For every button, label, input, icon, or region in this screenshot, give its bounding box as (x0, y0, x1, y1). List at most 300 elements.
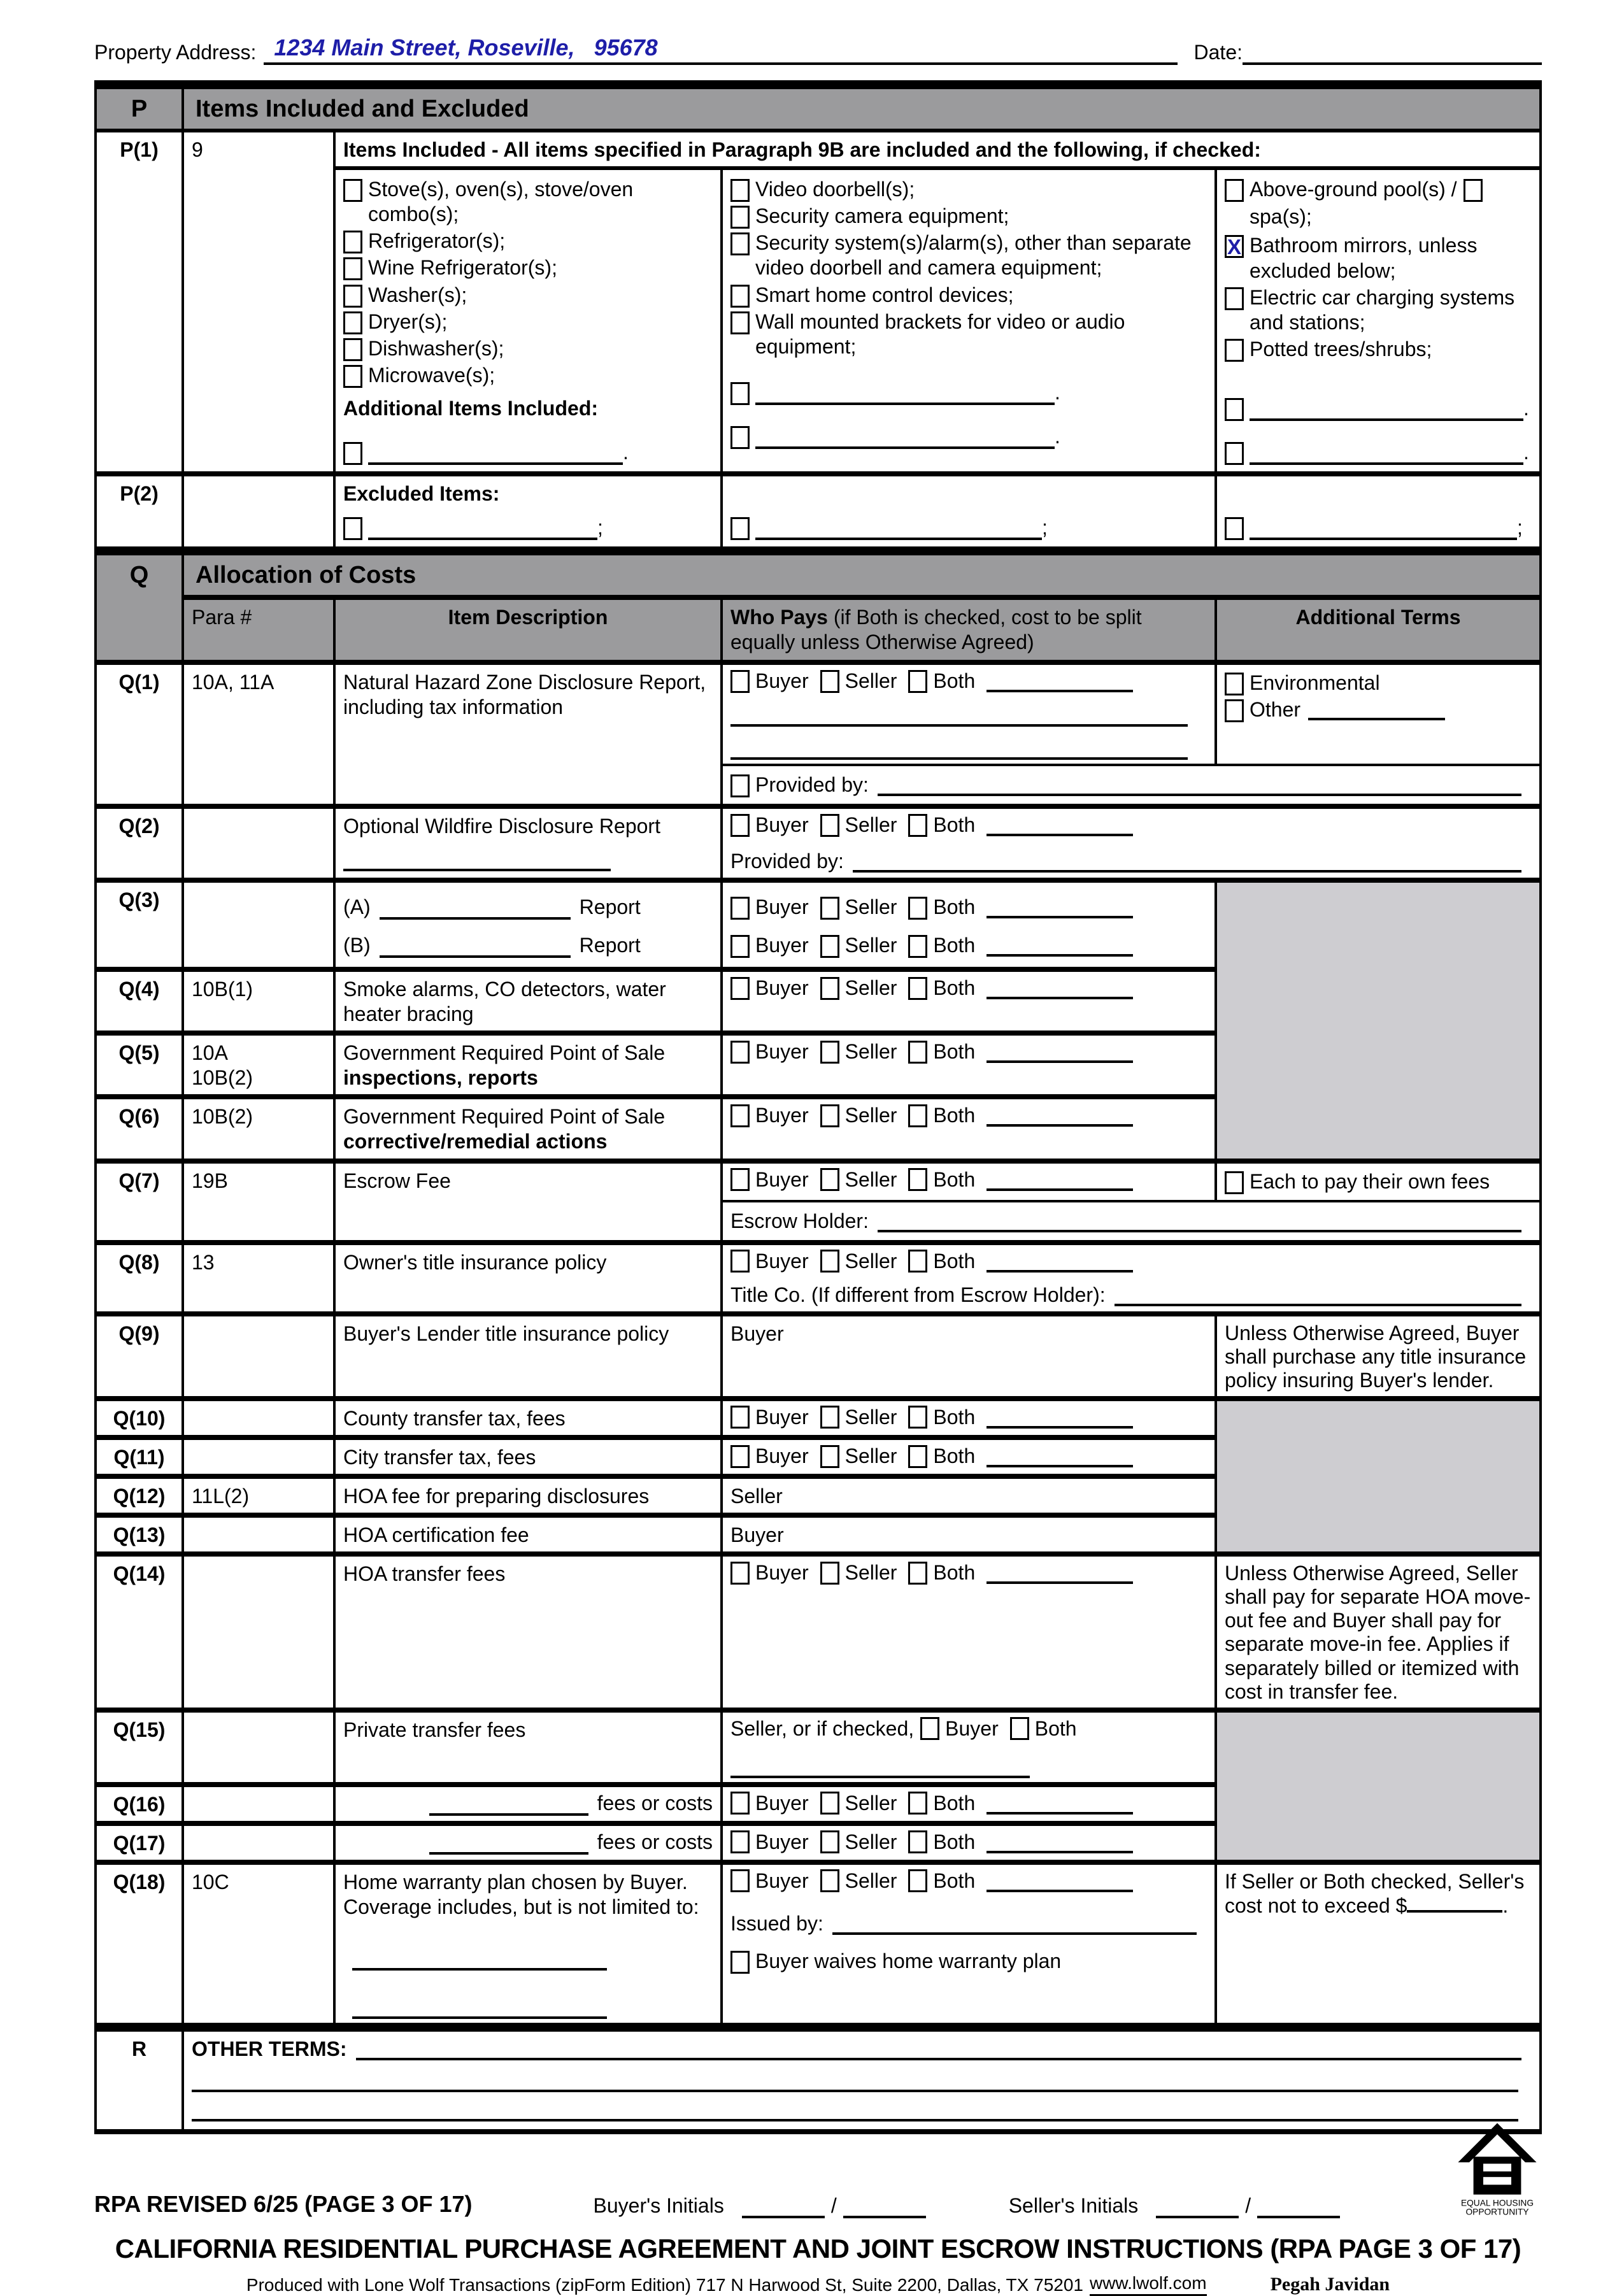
q10-description: County transfer tax, fees (333, 1396, 720, 1435)
blank-line[interactable] (878, 1209, 1521, 1232)
who-pays-options (730, 1716, 1207, 1741)
who-pays-options (730, 1249, 1532, 1274)
property-address-label: Property Address: (94, 40, 257, 64)
blank-line[interactable] (429, 1832, 588, 1855)
who-pays-option: Buyer (755, 1444, 809, 1467)
who-pays-blank-line[interactable] (987, 1792, 1133, 1815)
checkbox[interactable] (820, 1406, 839, 1429)
checkbox[interactable] (908, 1562, 927, 1585)
checkbox[interactable] (820, 1104, 839, 1127)
q5-description: Government Required Point of Sale inspections, reports (333, 1030, 720, 1094)
checkbox[interactable] (1225, 287, 1244, 310)
checkbox[interactable] (343, 179, 362, 202)
blank-line[interactable] (356, 2037, 1521, 2060)
who-pays-option: Both (933, 1104, 976, 1127)
who-pays-blank-line[interactable] (987, 934, 1133, 957)
q1-who-pays (720, 660, 1214, 764)
environmental-label: Environmental (1250, 671, 1380, 695)
blank-line[interactable] (192, 2099, 1518, 2121)
checkbox[interactable] (820, 935, 839, 958)
who-pays-option: Seller (844, 1791, 897, 1815)
p2-para-cell (182, 471, 333, 546)
checkbox[interactable] (820, 814, 839, 837)
checkbox[interactable] (820, 1869, 839, 1892)
q14-description: HOA transfer fees (333, 1551, 720, 1708)
section-q-header (94, 546, 1542, 660)
environmental-option (1225, 671, 1532, 695)
checkbox[interactable] (343, 311, 362, 334)
q14-who-pays (720, 1551, 1214, 1708)
checkbox[interactable] (908, 670, 927, 693)
shaded-additional-terms (1214, 1708, 1539, 1860)
property-address-field[interactable] (264, 34, 1177, 65)
who-pays-blank-line[interactable] (987, 1250, 1133, 1273)
coverage-blank-row (343, 1996, 713, 2019)
who-pays-option: Seller (844, 1249, 897, 1273)
checkbox[interactable] (908, 1445, 927, 1468)
punctuation: . (623, 440, 629, 464)
included-item-label: Washer(s); (368, 283, 467, 306)
p1-para-cell: 9 (182, 132, 333, 471)
blank-line[interactable] (755, 426, 1055, 449)
checkbox[interactable] (730, 311, 750, 334)
who-pays-blank-line[interactable] (987, 895, 1133, 918)
blank-line[interactable] (878, 773, 1521, 796)
property-address-row (94, 32, 1542, 65)
included-item-label: Potted trees/shrubs; (1250, 337, 1432, 360)
punctuation: . (1523, 440, 1529, 464)
blank-line[interactable] (368, 442, 623, 465)
punctuation: ; (597, 515, 603, 539)
checkbox[interactable] (908, 1830, 927, 1853)
blank-line[interactable] (429, 1793, 588, 1816)
checkbox[interactable] (730, 1041, 750, 1064)
q9-description: Buyer's Lender title insurance policy (333, 1311, 720, 1396)
checkbox[interactable] (908, 977, 927, 1000)
who-pays-blank-line[interactable] (987, 1830, 1133, 1853)
q10-para (182, 1396, 333, 1435)
additional-items-label: Additional Items Included: (343, 396, 599, 420)
q9-label: Q(9) (97, 1311, 182, 1396)
checkbox[interactable] (820, 670, 839, 693)
q6-who-pays (720, 1094, 1214, 1158)
blank-line[interactable] (1115, 1283, 1521, 1306)
checkbox[interactable] (820, 1792, 839, 1815)
blank-line[interactable] (1407, 1893, 1502, 1913)
blank-line[interactable] (853, 850, 1521, 873)
checkbox[interactable] (908, 897, 927, 920)
blank-line[interactable] (380, 935, 571, 958)
checkbox[interactable] (820, 1830, 839, 1853)
who-pays-options (730, 1791, 1207, 1816)
who-pays-option: Both (933, 934, 976, 957)
property-address-value: 1234 Main Street, Roseville, 95678 (274, 34, 658, 61)
section-p-header (94, 80, 1542, 132)
blank-line[interactable] (1250, 517, 1517, 540)
who-pays-blank-line[interactable] (987, 1040, 1133, 1063)
q17-who-pays (720, 1821, 1214, 1860)
svg-text:EQUAL HOUSING: EQUAL HOUSING (1460, 2198, 1534, 2208)
q16-label: Q(16) (97, 1782, 182, 1821)
checkbox[interactable] (1225, 179, 1244, 202)
q6-description: Government Required Point of Sale corrective/remedial actions (333, 1094, 720, 1158)
who-pays-blank-line[interactable] (987, 1561, 1133, 1584)
included-item (343, 283, 713, 308)
each-pay-own-fees-label: Each to pay their own fees (1250, 1169, 1490, 1193)
who-pays-options (730, 1830, 1207, 1855)
other-terms-label: OTHER TERMS: (192, 2037, 347, 2060)
included-item (730, 231, 1207, 280)
p1-included-column-3 (1214, 170, 1539, 471)
report-b-row (343, 925, 713, 963)
included-item (1225, 337, 1532, 362)
blank-line[interactable] (1308, 697, 1445, 720)
checkbox[interactable] (908, 1041, 927, 1064)
checkbox[interactable] (908, 1250, 927, 1273)
who-pays-option: Buyer (755, 813, 809, 837)
who-pays-option: Buyer (755, 669, 809, 693)
initials-field[interactable] (1257, 2197, 1340, 2218)
who-pays-option: Buyer (755, 1830, 809, 1853)
checkbox[interactable] (1225, 699, 1244, 722)
included-item (1225, 285, 1532, 335)
who-pays-options (730, 976, 1207, 1001)
form-title: CALIFORNIA RESIDENTIAL PURCHASE AGREEMENT AND JOINT ESCROW INSTRUCTIONS (RPA PAGE 3 OF 17) (115, 2233, 1521, 2264)
report-a-row (343, 887, 713, 925)
punctuation: . (1523, 396, 1529, 420)
who-pays-extra-line (730, 727, 1207, 760)
checkbox[interactable] (1464, 179, 1483, 202)
p2-label-cell: P(2) (97, 471, 182, 546)
section-p-code: P (131, 96, 148, 122)
q3-description (333, 878, 720, 967)
section-p-body (94, 132, 1542, 546)
q14-para (182, 1551, 333, 1708)
included-item-label: Dryer(s); (368, 310, 448, 333)
who-pays-option: Buyer (755, 1249, 809, 1273)
checkbox[interactable] (730, 774, 750, 797)
who-pays-blank-line[interactable] (987, 1444, 1133, 1467)
checkbox[interactable] (1225, 442, 1244, 465)
buyers-initials-group (594, 2193, 932, 2218)
blank-line[interactable] (352, 1948, 607, 1971)
checkbox[interactable] (730, 206, 750, 229)
q18-label: Q(18) (97, 1860, 182, 2023)
section-q-code: Q (129, 561, 149, 588)
who-pays-option: Both (933, 1405, 976, 1429)
checkbox[interactable] (820, 1250, 839, 1273)
q12-para: 11L(2) (182, 1474, 333, 1513)
checkbox[interactable] (730, 897, 750, 920)
punctuation: . (1055, 424, 1060, 448)
sellers-initials-label: Seller's Initials (1008, 2193, 1139, 2217)
blank-line[interactable] (1250, 398, 1523, 421)
who-pays-option: Both (1034, 1716, 1077, 1740)
included-item-label: Video doorbell(s); (755, 178, 915, 201)
who-pays-option: Buyer (755, 934, 809, 957)
q1-para: 10A, 11A (182, 660, 333, 804)
checkbox[interactable] (730, 1951, 750, 1974)
equal-housing-icon (1455, 2121, 1539, 2216)
q2-label: Q(2) (97, 804, 182, 878)
who-pays-option: Both (933, 1444, 976, 1467)
checkbox[interactable] (730, 426, 750, 449)
checkbox[interactable] (1225, 517, 1244, 540)
other-terms-line (192, 2062, 1532, 2092)
provided-by-label: Provided by: (755, 773, 869, 797)
other-terms-row (192, 2037, 1532, 2062)
checkbox[interactable] (820, 1562, 839, 1585)
escrow-holder-label: Escrow Holder: (730, 1209, 869, 1232)
p2-excluded-col1 (333, 471, 720, 546)
who-pays-blank-line[interactable] (987, 1104, 1133, 1127)
p1-header-cell: Items Included - All items specified in Paragraph 9B are included and the following, if checked: (333, 132, 1539, 170)
p2-excluded-col3 (1214, 471, 1539, 546)
q17-label: Q(17) (97, 1821, 182, 1860)
additional-item-blank-row (343, 440, 713, 465)
included-item-label: Security camera equipment; (755, 204, 1009, 228)
q2-description: Optional Wildfire Disclosure Report (333, 804, 720, 878)
title-co-label: Title Co. (If different from Escrow Holder): (730, 1283, 1106, 1306)
blank-line[interactable] (755, 382, 1055, 405)
checkbox[interactable] (730, 670, 750, 693)
blank-line[interactable] (1250, 442, 1523, 465)
who-pays-blank-line[interactable] (987, 1168, 1133, 1191)
included-item (730, 283, 1207, 308)
checkbox[interactable] (730, 1830, 750, 1853)
report-a-suffix: Report (579, 895, 641, 919)
checkbox[interactable] (343, 231, 362, 253)
blank-line[interactable] (755, 517, 1042, 540)
slash: / (1245, 2193, 1251, 2217)
lwolf-link[interactable]: www.lwolf.com (1090, 2272, 1207, 2296)
who-pays-option: Seller (844, 895, 897, 919)
included-item-label: Stove(s), oven(s), stove/oven combo(s); (368, 178, 634, 226)
who-pays-blank-line[interactable] (987, 1406, 1133, 1429)
who-pays-option: Both (933, 1561, 976, 1585)
who-pays-options (730, 887, 1207, 925)
checkbox[interactable] (908, 814, 927, 837)
included-item (343, 255, 713, 280)
checkbox[interactable] (730, 1792, 750, 1815)
checkbox[interactable] (730, 814, 750, 837)
included-blank-rows (1225, 377, 1532, 465)
initials-field[interactable] (843, 2197, 926, 2218)
checkbox[interactable] (908, 1792, 927, 1815)
q3-para (182, 878, 333, 967)
checkbox[interactable] (920, 1717, 939, 1740)
who-pays-extra-line (730, 694, 1207, 727)
header-additional-terms: Additional Terms (1214, 595, 1539, 660)
q14-label: Q(14) (97, 1551, 182, 1708)
q11-para (182, 1435, 333, 1474)
who-pays-option: Both (933, 813, 976, 837)
checkbox[interactable] (908, 1104, 927, 1127)
q16-who-pays (720, 1782, 1214, 1821)
checkbox[interactable] (730, 1562, 750, 1585)
q11-label: Q(11) (97, 1435, 182, 1474)
date-field[interactable] (1243, 39, 1542, 65)
agent-name: Pegah Javidan (1270, 2273, 1390, 2295)
seller-or-if-checked-label: Seller, or if checked, (730, 1716, 915, 1740)
included-item (343, 229, 713, 253)
blank-line[interactable] (730, 1755, 1030, 1778)
report-b-label: (B) (343, 934, 371, 957)
q7-description: Escrow Fee (333, 1159, 720, 1240)
checkbox[interactable] (1010, 1717, 1029, 1740)
checkbox[interactable] (820, 1168, 839, 1191)
who-pays-option: Seller (844, 1561, 897, 1585)
included-item (343, 177, 713, 227)
checkbox[interactable] (820, 897, 839, 920)
q17-para (182, 1821, 333, 1860)
checkbox[interactable]: X (1225, 235, 1244, 258)
produced-with-label: Produced with Lone Wolf Transactions (zipForm Edition) 717 N Harwood St, Suite 2200, Dallas, TX 75201 (246, 2275, 1083, 2295)
rpa-revised-label: RPA REVISED 6/25 (PAGE 3 OF 17) (94, 2190, 473, 2217)
included-blank-row (730, 424, 1207, 449)
who-pays-option: Buyer (755, 1040, 809, 1064)
q5-para: 10A 10B(2) (182, 1030, 333, 1094)
q7-escrow-holder-row (720, 1200, 1539, 1240)
who-pays-option: Buyer (755, 1104, 809, 1127)
initials-field[interactable] (742, 2197, 825, 2218)
checkbox[interactable] (820, 1445, 839, 1468)
blank-line[interactable] (832, 1912, 1197, 1935)
who-pays-extra-line (730, 1745, 1207, 1778)
blank-line[interactable] (730, 704, 1188, 727)
who-pays-options (730, 925, 1207, 963)
who-pays-options (730, 1560, 1207, 1585)
q18-description: Home warranty plan chosen by Buyer. Coverage includes, but is not limited to: (333, 1860, 720, 2023)
checkbox[interactable] (908, 935, 927, 958)
q15-para (182, 1708, 333, 1782)
checkbox[interactable] (820, 1041, 839, 1064)
who-pays-option: Both (933, 1167, 976, 1191)
checkbox[interactable] (730, 232, 750, 255)
who-pays-option: Seller (844, 1444, 897, 1467)
q12-description: HOA fee for preparing disclosures (333, 1474, 720, 1513)
who-pays-blank-line[interactable] (987, 813, 1133, 836)
checkbox[interactable] (343, 442, 362, 465)
included-item (343, 310, 713, 334)
who-pays-option: Buyer (755, 1869, 809, 1892)
q4-para: 10B(1) (182, 967, 333, 1030)
who-pays-option: Seller (844, 976, 897, 1000)
blank-line[interactable] (352, 1996, 607, 2019)
slash: / (830, 2193, 837, 2217)
other-terms-line (192, 2092, 1532, 2121)
checkbox[interactable] (343, 338, 362, 361)
provided-by-label: Provided by: (730, 850, 844, 873)
checkbox[interactable] (730, 977, 750, 1000)
header-item-description: Item Description (333, 595, 720, 660)
checkbox[interactable] (343, 365, 362, 388)
who-pays-blank-line[interactable] (987, 669, 1133, 692)
checkbox[interactable] (730, 1104, 750, 1127)
who-pays-options (730, 813, 1532, 838)
who-pays-option: Both (933, 976, 976, 1000)
blank-line[interactable] (380, 897, 571, 920)
blank-line[interactable] (343, 848, 611, 871)
who-pays-option: Buyer (945, 1716, 999, 1740)
blank-line[interactable] (368, 517, 597, 540)
checkbox[interactable] (730, 285, 750, 308)
q4-label: Q(4) (97, 967, 182, 1030)
each-pay-own-fees-option (1225, 1169, 1532, 1194)
checkbox[interactable] (730, 935, 750, 958)
checkbox[interactable] (730, 517, 750, 540)
q12-who-pays: Seller (720, 1474, 1214, 1513)
checkbox[interactable] (730, 1168, 750, 1191)
checkbox[interactable] (1225, 1171, 1244, 1194)
who-pays-option: Both (933, 1869, 976, 1892)
q9-who-pays: Buyer (720, 1311, 1214, 1396)
q2-para (182, 804, 333, 878)
included-item (730, 204, 1207, 229)
checkbox[interactable] (1225, 398, 1244, 421)
included-item-label: Wine Refrigerator(s); (368, 256, 557, 280)
included-blank-row (730, 380, 1207, 405)
checkbox[interactable] (343, 257, 362, 280)
q2-who-pays (720, 804, 1539, 878)
who-pays-option: Buyer (755, 1791, 809, 1815)
checkbox[interactable] (343, 517, 362, 540)
p1-label-cell: P(1) (120, 138, 159, 162)
checkbox[interactable] (730, 1869, 750, 1892)
blank-line[interactable] (192, 2069, 1518, 2092)
q3-who-pays (720, 878, 1214, 967)
checkbox[interactable] (1225, 339, 1244, 362)
included-item (730, 177, 1207, 202)
who-pays-options (730, 1039, 1207, 1064)
who-pays-options (730, 1405, 1207, 1430)
checkbox[interactable] (343, 285, 362, 308)
who-pays-options (730, 669, 1207, 694)
checkbox[interactable] (730, 382, 750, 405)
q7-para: 19B (182, 1159, 333, 1240)
waive-warranty-label: Buyer waives home warranty plan (755, 1949, 1062, 1972)
punctuation: ; (1042, 515, 1048, 539)
q11-description: City transfer tax, fees (333, 1435, 720, 1474)
included-item (343, 363, 713, 388)
who-pays-options (730, 1444, 1207, 1469)
checkbox[interactable] (730, 179, 750, 202)
blank-line[interactable] (730, 737, 1188, 760)
included-item-label: Microwave(s); (368, 363, 495, 387)
checkbox[interactable] (820, 977, 839, 1000)
checkbox[interactable] (908, 1869, 927, 1892)
checkbox[interactable] (908, 1168, 927, 1191)
sellers-initials-group (1009, 2193, 1346, 2218)
footer-row (94, 2190, 1542, 2218)
checkbox[interactable] (730, 1250, 750, 1273)
other-label: Other (1250, 698, 1301, 722)
q5-who-pays (720, 1030, 1214, 1094)
checkbox[interactable] (730, 1445, 750, 1468)
checkbox[interactable] (908, 1406, 927, 1429)
who-pays-option: Seller (844, 1830, 897, 1853)
checkbox[interactable] (730, 1406, 750, 1429)
checkbox[interactable] (1225, 673, 1244, 695)
section-p-title: Items Included and Excluded (182, 89, 1539, 129)
who-pays-option: Buyer (755, 1405, 809, 1429)
q13-description: HOA certification fee (333, 1513, 720, 1551)
initials-field[interactable] (1156, 2197, 1239, 2218)
q15-label: Q(15) (97, 1708, 182, 1782)
who-pays-blank-line[interactable] (987, 1869, 1133, 1892)
included-item-label: Electric car charging systems and stations; (1250, 285, 1515, 334)
who-pays-blank-line[interactable] (987, 976, 1133, 999)
